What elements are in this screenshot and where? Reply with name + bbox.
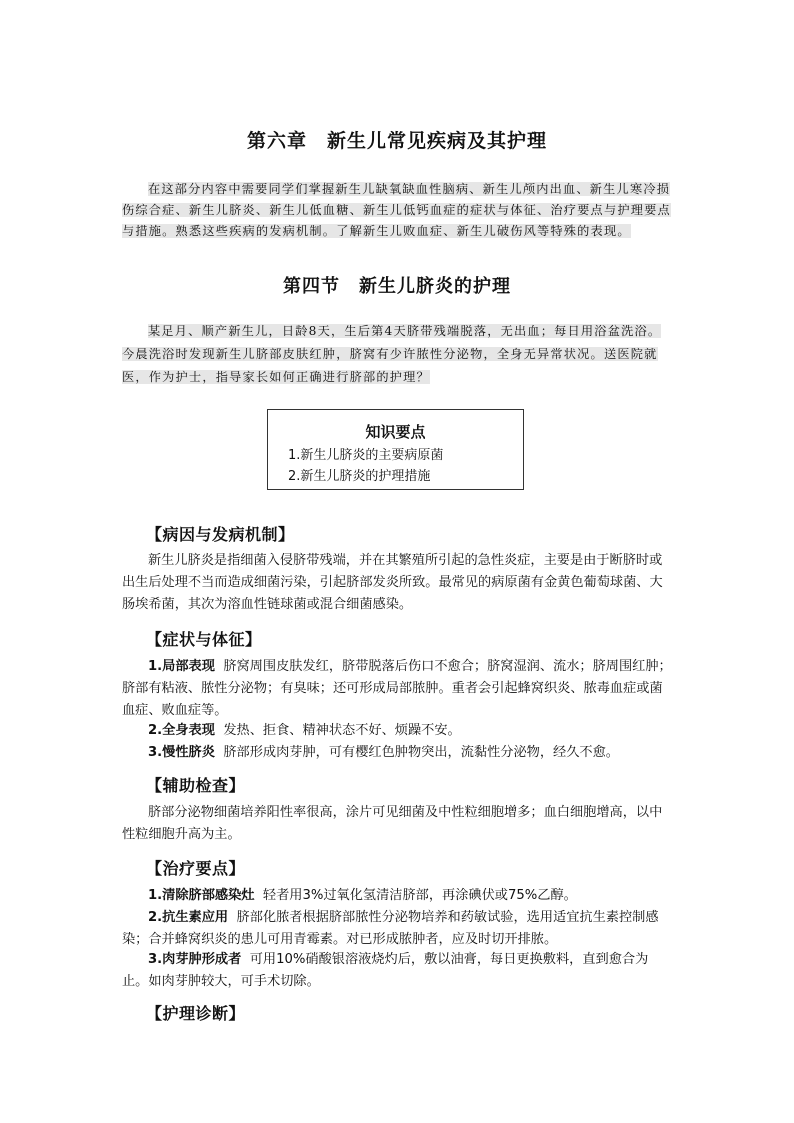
knowledge-point-item: 1.新生儿脐炎的主要病原菌 xyxy=(288,448,444,463)
symptoms-chronic-label: 3.慢性脐炎 xyxy=(148,745,215,760)
etiology-heading: 【病因与发病机制】 xyxy=(146,525,295,544)
etiology-paragraph xyxy=(122,550,674,616)
symptoms-chronic-text: 脐部形成肉芽肿，可有樱红色肿物突出，流黏性分泌物，经久不愈。 xyxy=(223,745,619,760)
treatment-2-label: 2.抗生素应用 xyxy=(148,910,229,925)
symptoms-systemic-text: 发热、拒食、精神状态不好、烦躁不安。 xyxy=(223,723,461,738)
knowledge-point-item: 2.新生儿脐炎的护理措施 xyxy=(288,469,431,484)
symptoms-systemic-paragraph xyxy=(122,720,674,742)
treatment-1-paragraph xyxy=(122,885,674,907)
diagnosis-heading: 【护理诊断】 xyxy=(146,1004,246,1023)
treatment-2-paragraph xyxy=(122,907,674,951)
symptoms-chronic-paragraph xyxy=(122,742,674,764)
exam-text: 脐部分泌物细菌培养阳性率很高，涂片可见细菌及中性粒细胞增多；血白细胞增高，以中性粒细胞升高为主。 xyxy=(122,805,663,842)
treatment-3-label: 3.肉芽肿形成者 xyxy=(148,952,242,967)
treatment-2-text: 脐部化脓者根据脐部脓性分泌物培养和药敏试验，选用适宜抗生素控制感染；合并蜂窝织炎的患儿可用青霉素。对已形成脓肿者，应及时切开排脓。 xyxy=(122,910,659,947)
symptoms-local-label: 1.局部表现 xyxy=(148,659,215,674)
treatment-3-paragraph xyxy=(122,949,674,993)
treatment-1-text: 轻者用3%过氧化氢清洁脐部，再涂碘伏或75%乙醇。 xyxy=(262,888,577,903)
chapter-title: 第六章 新生儿常见疾病及其护理 xyxy=(246,130,547,152)
chapter-intro-text: 在这部分内容中需要同学们掌握新生儿缺氧缺血性脑病、新生儿颅内出血、新生儿寒冷损伤综合症、新生儿脐炎、新生儿低血糖、新生儿低钙血症的症状与体征、治疗要点与护理要点与措施。熟悉这些疾病的发病机制。了解新生儿败血症、新生儿破伤风等特殊的表现。 xyxy=(122,182,671,238)
case-description xyxy=(122,320,674,389)
chapter-intro xyxy=(122,179,674,242)
treatment-1-label: 1.清除脐部感染灶 xyxy=(148,888,255,903)
treatment-heading: 【治疗要点】 xyxy=(146,859,246,878)
treatment-3-text: 可用10%硝酸银溶液烧灼后，敷以油膏，每日更换敷料，直到愈合为止。如肉芽肿较大，可手术切除。 xyxy=(122,952,649,989)
section-title: 第四节 新生儿脐炎的护理 xyxy=(283,276,511,297)
symptoms-local-text: 脐窝周围皮肤发红，脐带脱落后伤口不愈合；脐窝湿润、流水；脐周围红肿；脐部有粘液、脓性分泌物；有臭味；还可形成局部脓肿。重者会引起蜂窝织炎、脓毒血症或菌血症、败血症等。 xyxy=(122,659,672,718)
exam-paragraph xyxy=(122,802,674,846)
exam-heading: 【辅助检查】 xyxy=(146,776,246,795)
etiology-text: 新生儿脐炎是指细菌入侵脐带残端，并在其繁殖所引起的急性炎症，主要是由于断脐时或出生后处理不当而造成细菌污染，引起脐部发炎所致。最常见的病原菌有金黄色葡萄球菌、大肠埃希菌，其次为溶血性链球菌或混合细菌感染。 xyxy=(122,553,663,612)
symptoms-local-paragraph xyxy=(122,656,674,722)
knowledge-points-title: 知识要点 xyxy=(365,423,426,441)
symptoms-systemic-label: 2.全身表现 xyxy=(148,723,215,738)
case-text: 某足月、顺产新生儿，日龄8天，生后第4天脐带残端脱落，无出血；每日用浴盆洗浴。今晨洗浴时发现新生儿脐部皮肤红肿，脐窝有少许脓性分泌物，全身无异常状况。送医院就医，作为护士，指导家长如何正确进行脐部的护理？ xyxy=(122,324,662,384)
symptoms-heading: 【症状与体征】 xyxy=(146,630,262,649)
knowledge-points-box xyxy=(267,409,524,490)
